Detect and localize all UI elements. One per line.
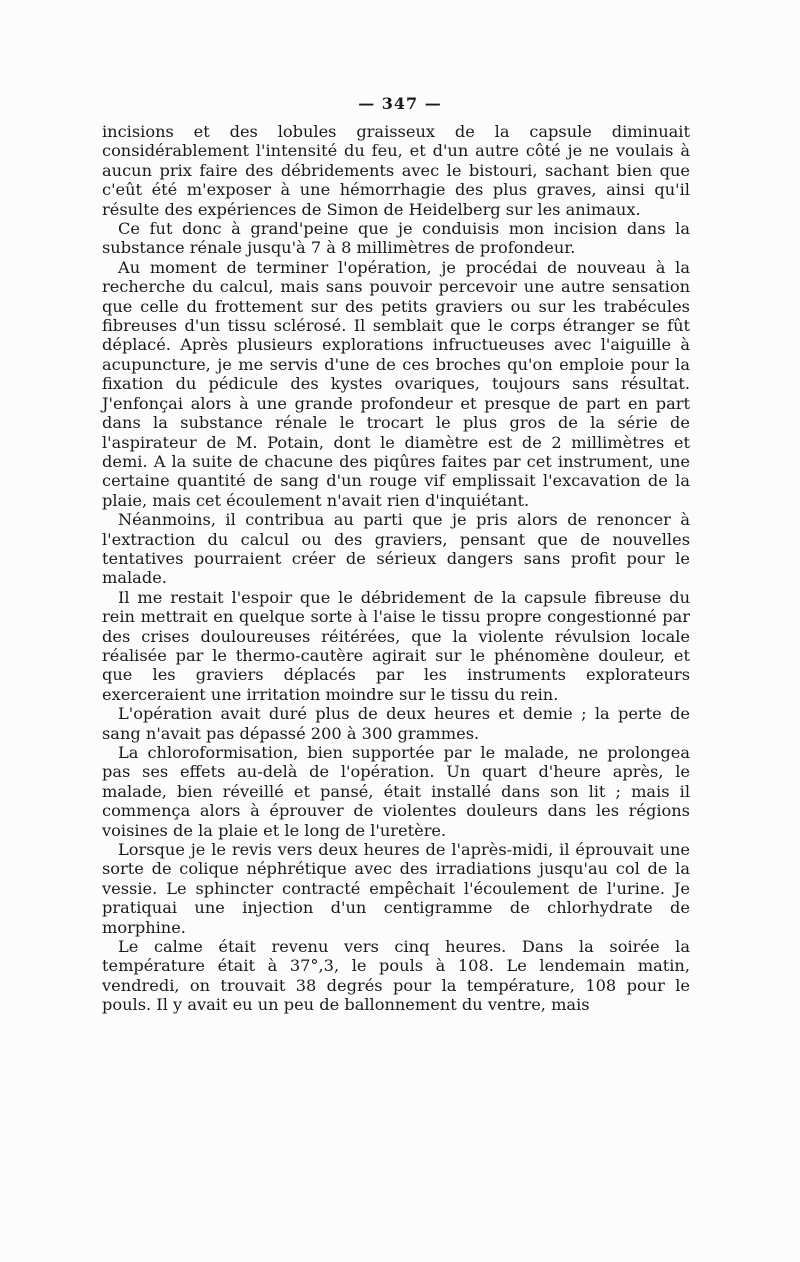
paragraph: Néanmoins, il contribua au parti que je pris alors de renoncer à l'extraction du calcul ou des graviers, pensant que de nouvelles tentatives pourraient créer de sérieux dangers sans profit pour le malade. bbox=[102, 510, 690, 588]
paragraph: Il me restait l'espoir que le débridement de la capsule fibreuse du rein mettrait en quelque sorte à l'aise le tissu propre congestionné par des crises douloureuses réitérées, que la violente révulsion locale réalisée par le thermo-cautère agirait sur le phénomène douleur, et que les graviers déplacés par les instruments explorateurs exerceraient une irritation moindre sur le tissu du rein. bbox=[102, 587, 690, 704]
paragraph: Le calme était revenu vers cinq heures. Dans la soirée la température était à 37°,3, le pouls à 108. Le lendemain matin, vendredi, on trouvait 38 degrés pour la température, 108 pour le pouls. Il y avait eu un peu de ballonnement du ventre, mais bbox=[102, 937, 690, 1015]
paragraph: incisions et des lobules graisseux de la capsule diminuait considérablement l'intensité du feu, et d'un autre côté je ne voulais à aucun prix faire des débridements avec le bistouri, sachant bien que c'eût été m'exposer à une hémorrhagie des plus graves, ainsi qu'il résulte des expériences de Simon de Heidelberg sur les animaux. bbox=[102, 122, 690, 219]
paragraph: Lorsque je le revis vers deux heures de l'après-midi, il éprouvait une sorte de colique néphrétique avec des irradiations jusqu'au col de la vessie. Le sphincter contracté empêchait l'écoulement de l'urine. Je pratiquai une injection d'un centigramme de chlorhydrate de morphine. bbox=[102, 840, 690, 937]
paragraph: Ce fut donc à grand'peine que je conduisis mon incision dans la substance rénale jusqu'à 7 à 8 millimètres de profondeur. bbox=[102, 219, 690, 258]
paragraph: Au moment de terminer l'opération, je procédai de nouveau à la recherche du calcul, mais sans pouvoir percevoir une autre sensation que celle du frottement sur des petits graviers ou sur les trabécules fibreuses d'un tissu sclérosé. Il semblait que le corps étranger se fût déplacé. Après plusieurs explorations infructueuses avec l'aiguille à acupuncture, je me servis d'une de ces broches qu'on emploie pour la fixation du pédicule des kystes ovariques, toujours sans résultat. J'enfonçai alors à une grande profondeur et presque de part en part dans la substance rénale le trocart le plus gros de la série de l'aspirateur de M. Potain, dont le diamètre est de 2 millimètres et demi. A la suite de chacune des piqûres faites par cet instrument, une certaine quantité de sang d'un rouge vif emplissait l'excavation de la plaie, mais cet écoulement n'avait rien d'inquiétant. bbox=[102, 257, 690, 510]
paragraph: La chloroformisation, bien supportée par le malade, ne prolongea pas ses effets au-delà de l'opération. Un quart d'heure après, le malade, bien réveillé et pansé, était installé dans son lit ; mais il commença alors à éprouver de violentes douleurs dans les régions voisines de la plaie et le long de l'uretère. bbox=[102, 743, 690, 840]
body-text bbox=[102, 122, 690, 1015]
paragraph: L'opération avait duré plus de deux heures et demie ; la perte de sang n'avait pas dépassé 200 à 300 grammes. bbox=[102, 704, 690, 743]
page-number: — 347 — bbox=[358, 94, 442, 113]
